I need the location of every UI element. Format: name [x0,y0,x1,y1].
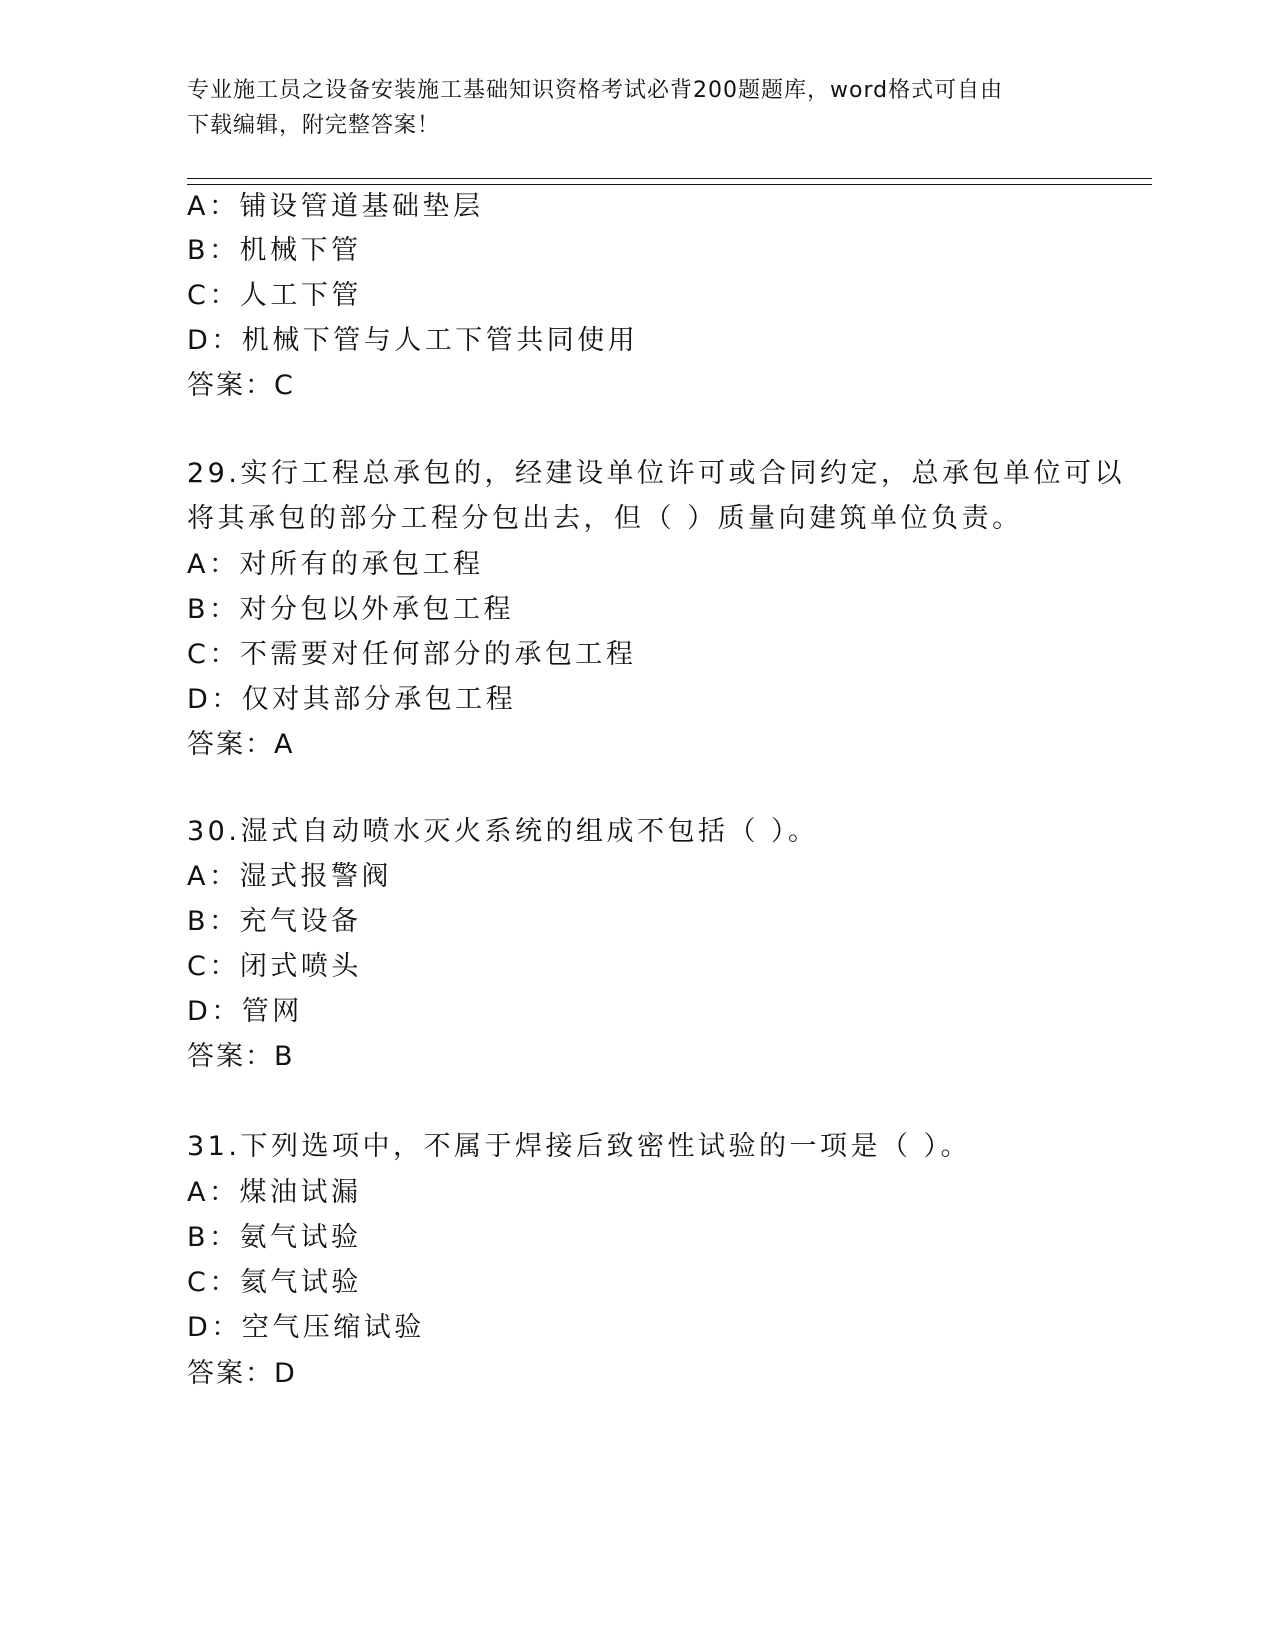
option-text: 人工下管 [239,280,362,311]
option-letter: C： [187,280,240,311]
q31-option-c [187,1266,362,1300]
header-title-line2: 下载编辑，附完整答案！ [187,113,441,138]
q28-option-d [187,324,638,358]
option-letter: B： [187,1222,240,1253]
q28-option-c [187,279,362,313]
header-divider-bottom [187,184,1152,185]
option-text: 仅对其部分承包工程 [241,684,517,715]
header-title-line1: 专业施工员之设备安装施工基础知识资格考试必背200题题库，word格式可自由 [187,78,1004,103]
option-letter: A： [187,191,240,222]
option-letter: C： [187,1267,240,1298]
header-divider-top [187,178,1152,179]
option-letter: C： [187,951,240,982]
q29-option-d [187,683,516,717]
option-letter: B： [187,594,240,625]
q29-stem-line2: 将其承包的部分工程分包出去，但（ ）质量向建筑单位负责。 [187,503,1023,534]
option-letter: D： [187,325,242,356]
option-text: 充气设备 [239,906,362,937]
q28-option-b [187,234,362,268]
option-text: 氦气试验 [239,1267,362,1298]
q31-answer: 答案：D [187,1358,297,1389]
q29-answer: 答案：A [187,729,295,760]
q31-option-d [187,1311,425,1345]
q30-option-a [187,860,392,894]
option-text: 湿式报警阀 [239,861,392,892]
document-header [187,73,1087,143]
q28-answer: 答案：C [187,370,295,401]
option-text: 闭式喷头 [239,951,362,982]
q30-answer: 答案：B [187,1041,295,1072]
option-letter: A： [187,1177,240,1208]
q30-stem: 30.湿式自动喷水灭火系统的组成不包括（ ）。 [187,816,819,847]
option-text: 氨气试验 [239,1222,362,1253]
q31-option-a [187,1176,361,1210]
q28-option-a [187,190,483,224]
option-letter: C： [187,639,240,670]
option-text: 对所有的承包工程 [239,549,484,580]
q29-option-b [187,593,514,627]
option-letter: A： [187,861,240,892]
q30-option-c [187,950,362,984]
q29-option-a [187,548,483,582]
option-text: 管网 [241,996,303,1027]
q29-option-c [187,638,636,672]
q30-option-b [187,905,362,939]
option-text: 空气压缩试验 [241,1312,425,1343]
option-letter: B： [187,235,240,266]
option-text: 不需要对任何部分的承包工程 [239,639,637,670]
option-letter: A： [187,549,240,580]
q29-stem-line1: 29.实行工程总承包的，经建设单位许可或合同约定，总承包单位可以 [187,458,1125,489]
q30-option-d [187,995,303,1029]
option-letter: D： [187,996,242,1027]
q31-option-b [187,1221,362,1255]
option-text: 机械下管与人工下管共同使用 [241,325,639,356]
option-text: 煤油试漏 [239,1177,362,1208]
option-text: 对分包以外承包工程 [239,594,515,625]
option-letter: B： [187,906,240,937]
option-text: 铺设管道基础垫层 [239,191,484,222]
option-text: 机械下管 [239,235,362,266]
option-letter: D： [187,684,242,715]
q31-stem: 31.下列选项中，不属于焊接后致密性试验的一项是（ ）。 [187,1131,972,1162]
option-letter: D： [187,1312,242,1343]
